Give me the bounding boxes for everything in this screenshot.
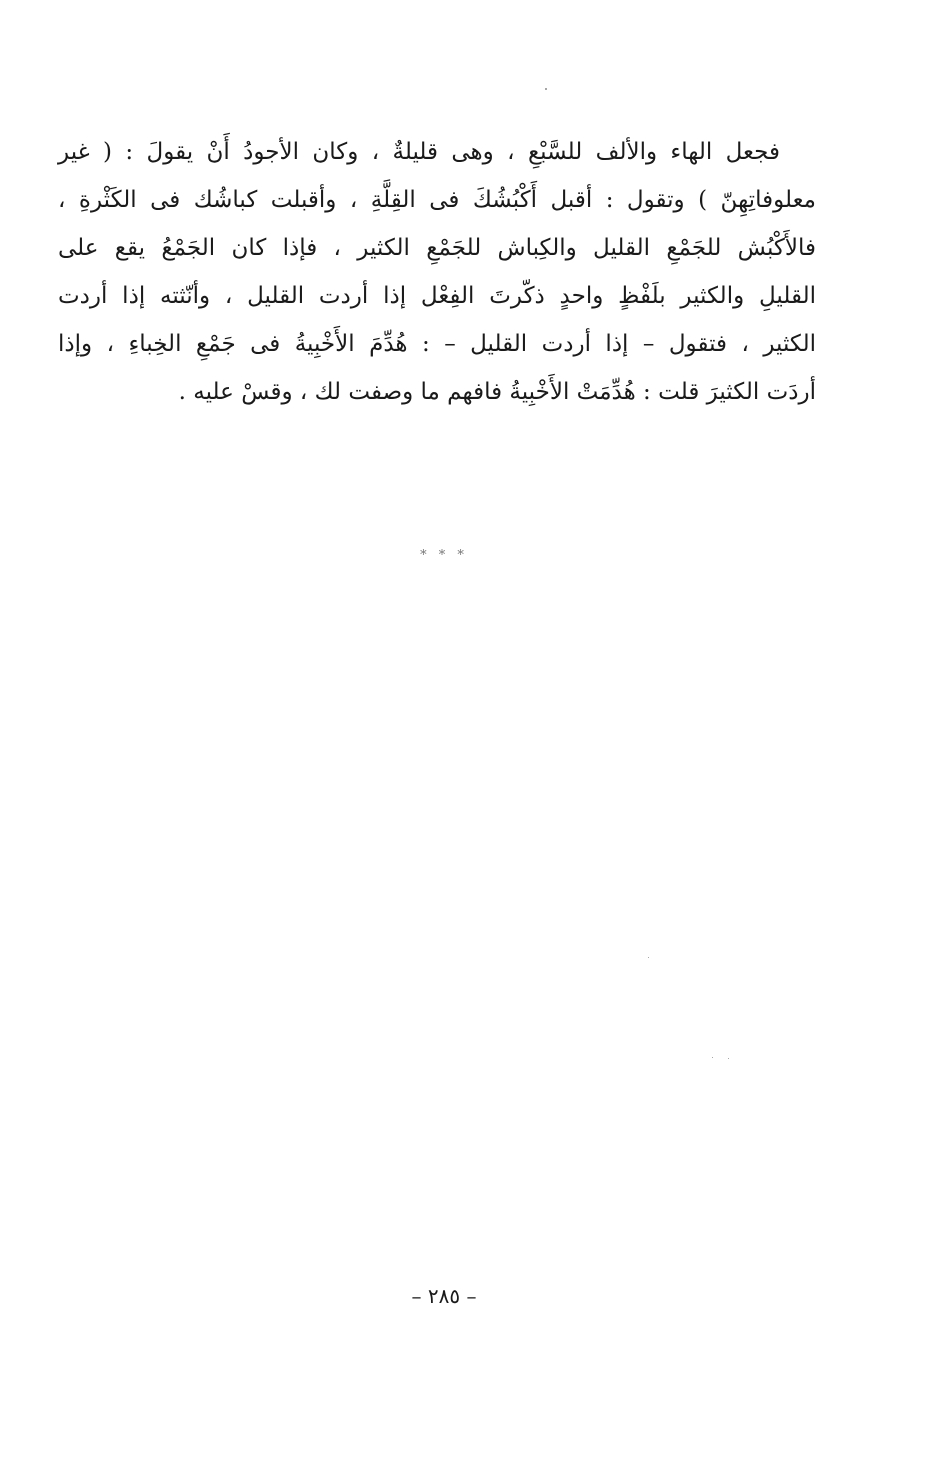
paragraph-line-5: الكثير ، فتقول – إذا أردت القليل – : هُدِّمَ الأَخْبِيةُ فى جَمْعِ الخِباءِ ، وإذا [58,331,816,357]
scan-speck [648,957,649,958]
scan-speck [728,1058,729,1059]
scan-speck [545,88,547,90]
paragraph-line-4: القليلِ والكثير بلَفْظٍ واحدٍ ذكّرتَ الفِعْل إذا أردت القليل ، وأنّثته إذا أردت [58,283,816,309]
scan-speck [712,1057,713,1058]
section-separator: * * * [420,548,468,563]
paragraph-line-1: فجعل الهاء والألف للسَّبْعِ ، وهى قليلةٌ ، وكان الأجودُ أَنْ يقولَ : ( غير [58,139,780,165]
paragraph-line-3: فالأَكْبُش للجَمْعِ القليل والكِباش للجَمْعِ الكثير ، فإذا كان الجَمْعُ يقع على [58,235,816,261]
page-number: – ٢٨٥ – [411,1284,477,1308]
paragraph-line-6: أردَت الكثيرَ قلت : هُدِّمَتْ الأَخْبِيةُ فافهم ما وصفت لك ، وقسْ عليه . [178,379,816,405]
paragraph-line-2: معلوفاتِهِنّ ) وتقول : أقبل أَكْبُشُكَ فى القِلَّةِ ، وأقبلت كباشُك فى الكَثْرةِ ، [58,187,816,213]
paragraph [58,128,816,416]
